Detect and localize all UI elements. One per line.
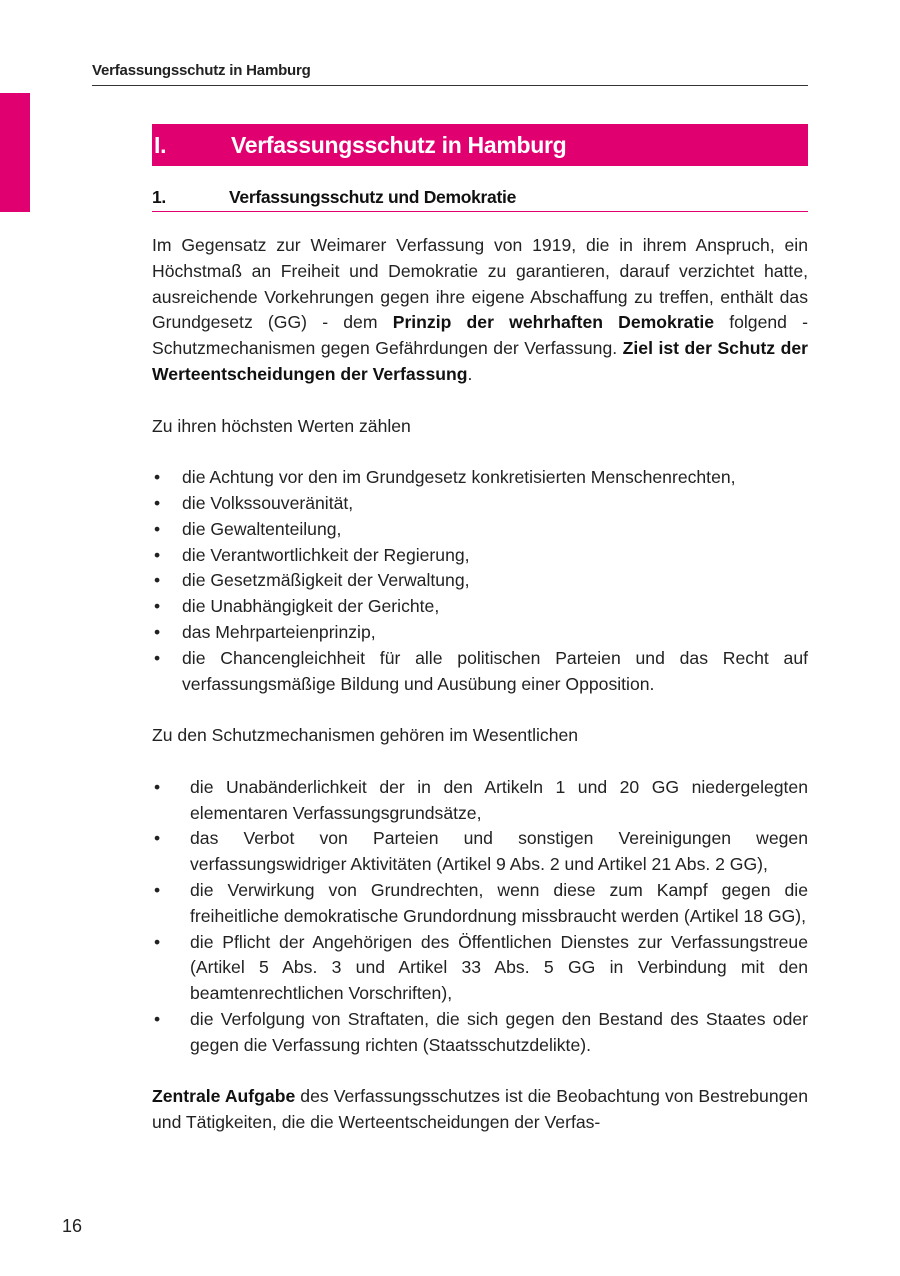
list-item: [152, 878, 808, 930]
list-item: [152, 646, 808, 698]
mechanisms-intro: Zu den Schutzmechanismen gehören im Wesentlichen: [152, 725, 579, 746]
list-item-text: die Verfolgung von Straftaten, die sich gegen den Bestand des Staates oder gegen die Verfassung richten (Staatsschutzdelikte).: [190, 1008, 808, 1055]
section-title: Verfassungsschutz und Demokratie: [229, 187, 517, 207]
bullet-icon: •: [154, 931, 161, 952]
bullet-icon: •: [154, 776, 161, 797]
list-item-text: das Verbot von Parteien und sonstigen Vereinigungen wegen verfassungswidriger Aktivitäten (Artikel 9 Abs. 2 und Artikel 21 Abs. 2 GG),: [190, 828, 808, 875]
bullet-icon: •: [154, 570, 161, 591]
list-item-text: die Gewaltenteilung,: [182, 518, 342, 539]
running-header: Verfassungsschutz in Hamburg: [92, 62, 808, 86]
bullet-icon: •: [154, 518, 161, 539]
bullet-icon: •: [154, 492, 161, 513]
list-item: [152, 465, 808, 491]
bullet-icon: •: [154, 621, 161, 642]
mechanisms-list: [152, 775, 808, 1059]
page-number: 16: [62, 1216, 83, 1236]
list-item: [152, 930, 808, 1007]
list-item: [152, 775, 808, 827]
intro-bold-1: Prinzip der wehrhaften Demokratie: [392, 312, 715, 333]
list-item-text: die Achtung vor den im Grundgesetz konkretisierten Menschenrechten,: [182, 467, 736, 488]
bullet-icon: •: [154, 467, 161, 488]
bullet-icon: •: [154, 544, 161, 565]
list-item-text: die Verwirkung von Grundrechten, wenn diese zum Kampf gegen die freiheitliche demokratische Grundordnung missbraucht werden (Artikel 18 GG),: [190, 879, 808, 926]
list-item-text: die Volkssouveränität,: [182, 492, 354, 513]
list-item: [152, 543, 808, 569]
chapter-number: I.: [154, 131, 167, 158]
closing-text: des Verfassungsschutzes ist die Beobachtung von Bestrebungen und Tätigkeiten, die die Werteentscheidungen der Verfas-: [152, 1086, 808, 1133]
bullet-icon: •: [154, 1008, 161, 1029]
list-item: [152, 1007, 808, 1059]
list-item: [152, 620, 808, 646]
intro-text-3: .: [467, 363, 473, 384]
bullet-icon: •: [154, 828, 161, 849]
closing-bold: Zentrale Aufgabe: [152, 1086, 296, 1107]
chapter-heading: [152, 124, 808, 166]
list-item-text: die Unabhängigkeit der Gerichte,: [182, 596, 440, 617]
values-list: [152, 465, 808, 697]
list-item-text: das Mehrparteienprinzip,: [182, 621, 376, 642]
intro-text-2: folgend - Schutzmechanismen gegen Gefährdungen der Verfassung.: [152, 312, 808, 359]
intro-bold-2: Ziel ist der Schutz der Werteentscheidungen der Verfassung: [152, 338, 809, 384]
body-text: [152, 233, 808, 1136]
bullet-icon: •: [154, 647, 161, 668]
list-item: [152, 568, 808, 594]
closing-paragraph: [152, 1084, 808, 1136]
list-item-text: die Pflicht der Angehörigen des Öffentlichen Dienstes zur Verfassungstreue (Artikel 5 Abs. 3 und Artikel 33 Abs. 5 GG in Verbindung mit den beamtenrechtlichen Vorschriften),: [190, 931, 808, 1004]
list-item-text: die Unabänderlichkeit der in den Artikeln 1 und 20 GG niedergelegten elementaren Verfassungsgrundsätze,: [190, 776, 808, 823]
list-item-text: die Verantwortlichkeit der Regierung,: [182, 544, 470, 565]
list-item-text: die Chancengleichheit für alle politischen Parteien und das Recht auf verfassungsmäßige Bildung und Ausübung einer Opposition.: [182, 647, 808, 694]
section-heading: [152, 187, 808, 212]
chapter-side-tab: [0, 93, 30, 212]
list-item: [152, 517, 808, 543]
chapter-title: Verfassungsschutz in Hamburg: [231, 131, 567, 158]
values-intro: Zu ihren höchsten Werten zählen: [152, 415, 411, 436]
list-item-text: die Gesetzmäßigkeit der Verwaltung,: [182, 570, 470, 591]
bullet-icon: •: [154, 879, 161, 900]
bullet-icon: •: [154, 596, 161, 617]
list-item: [152, 594, 808, 620]
intro-paragraph: [152, 233, 808, 388]
section-number: 1.: [152, 187, 166, 207]
list-item: [152, 491, 808, 517]
intro-text-1: Im Gegensatz zur Weimarer Verfassung von 1919, die in ihrem Anspruch, ein Höchstmaß an Freiheit und Demokratie zu garantieren, darauf verzichtet hatte, ausreichende Vorkehrungen gegen ihre eigene Abschaffung zu treffen, enthält das Grundgesetz (GG) - dem: [152, 235, 808, 333]
list-item: [152, 826, 808, 878]
